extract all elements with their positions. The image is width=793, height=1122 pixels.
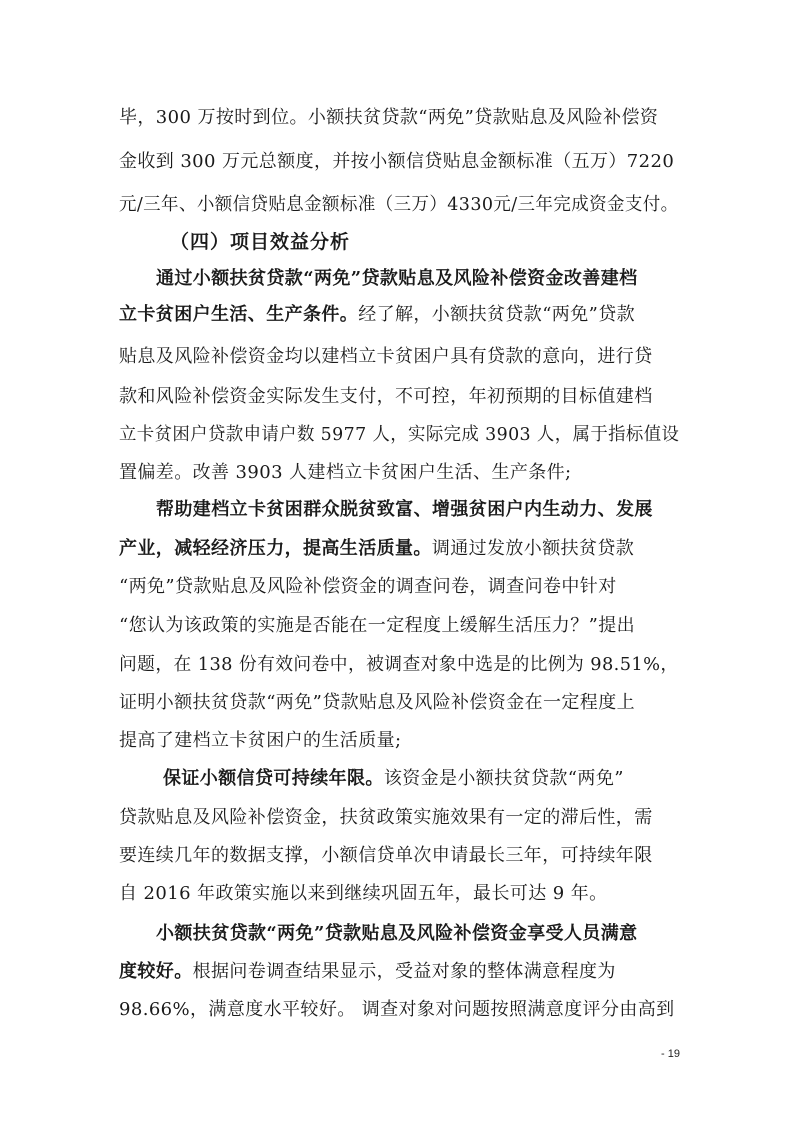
section-heading: （四）项目效益分析 <box>170 231 351 253</box>
paragraph-5-line-3: 98.66%，满意度水平较好。 调查对象对问题按照满意度评分由高到 <box>119 999 675 1020</box>
paragraph-4-line-2: 贷款贴息及风险补偿资金，扶贫政策实施效果有一定的滞后性，需 <box>119 807 653 828</box>
paragraph-2-line-2-rest: 经了解，小额扶贫贷款“两免”贷款 <box>358 304 636 325</box>
paragraph-2-bold-line-2: 立卡贫困户生活、生产条件。 <box>119 304 359 325</box>
paragraph-2-line-3: 贴息及风险补偿资金均以建档立卡贫困户具有贷款的意向，进行贷 <box>119 346 653 367</box>
paragraph-5-bold-line-2: 度较好。 <box>119 961 193 982</box>
paragraph-3-line-4: “您认为该政策的实施是否能在一定程度上缓解生活压力？”提出 <box>119 615 636 636</box>
paragraph-3-line-5: 问题，在 138 份有效问卷中，被调查对象中选是的比例为 98.51%， <box>119 654 679 675</box>
paragraph-3-line-7: 提高了建档立卡贫困户的生活质量; <box>119 730 402 751</box>
paragraph-4-line-3: 要连续几年的数据支撑，小额信贷单次申请最长三年，可持续年限 <box>119 845 653 866</box>
paragraph-5-bold-line-1: 小额扶贫贷款“两免”贷款贴息及风险补偿资金享受人员满意 <box>156 923 638 944</box>
paragraph-3-bold-line-2: 产业，减轻经济压力，提高生活质量。 <box>119 538 432 559</box>
paragraph-2-bold-line-1: 通过小额扶贫贷款“两免”贷款贴息及风险补偿资金改善建档 <box>156 268 638 289</box>
paragraph-4-line-1-rest: 该资金是小额扶贫贷款“两免” <box>383 768 624 789</box>
paragraph-3-line-6: 证明小额扶贫贷款“两免”贷款贴息及风险补偿资金在一定程度上 <box>119 692 636 713</box>
paragraph-1-line-3: 元/三年、小额信贷贴息金额标准（三万）4330元/三年完成资金支付。 <box>119 194 679 215</box>
paragraph-3-bold-line-1: 帮助建档立卡贫困群众脱贫致富、增强贫困户内生动力、发展 <box>156 499 653 520</box>
paragraph-3-line-2-rest: 调通过发放小额扶贫贷款 <box>431 538 635 559</box>
paragraph-2-line-6: 置偏差。改善 3903 人建档立卡贫困户生活、生产条件; <box>119 462 572 483</box>
paragraph-2-line-2 <box>119 303 679 327</box>
page-number: - 19 <box>661 1048 680 1060</box>
paragraph-5-line-2 <box>119 960 679 984</box>
paragraph-4-bold-line-1: 保证小额信贷可持续年限。 <box>163 768 384 789</box>
paragraph-1-line-1: 毕，300 万按时到位。小额扶贫贷款“两免”贷款贴息及风险补偿资 <box>119 107 659 128</box>
paragraph-3-line-3: “两免”贷款贴息及风险补偿资金的调查问卷，调查问卷中针对 <box>119 576 617 597</box>
paragraph-1-line-2: 金收到 300 万元总额度，并按小额信贷贴息金额标准（五万）7220 <box>119 151 675 172</box>
paragraph-5-line-2-rest: 根据问卷调查结果显示，受益对象的整体满意程度为 <box>192 961 616 982</box>
paragraph-4-line-1 <box>163 767 679 791</box>
paragraph-2-line-5: 立卡贫困户贷款申请户数 5977 人，实际完成 3903 人，属于指标值设 <box>119 424 680 445</box>
paragraph-4-line-4: 自 2016 年政策实施以来到继续巩固五年，最长可达 9 年。 <box>119 883 608 904</box>
paragraph-2-line-4: 款和风险补偿资金实际发生支付，不可控，年初预期的目标值建档 <box>119 386 653 407</box>
paragraph-3-line-2 <box>119 537 679 561</box>
